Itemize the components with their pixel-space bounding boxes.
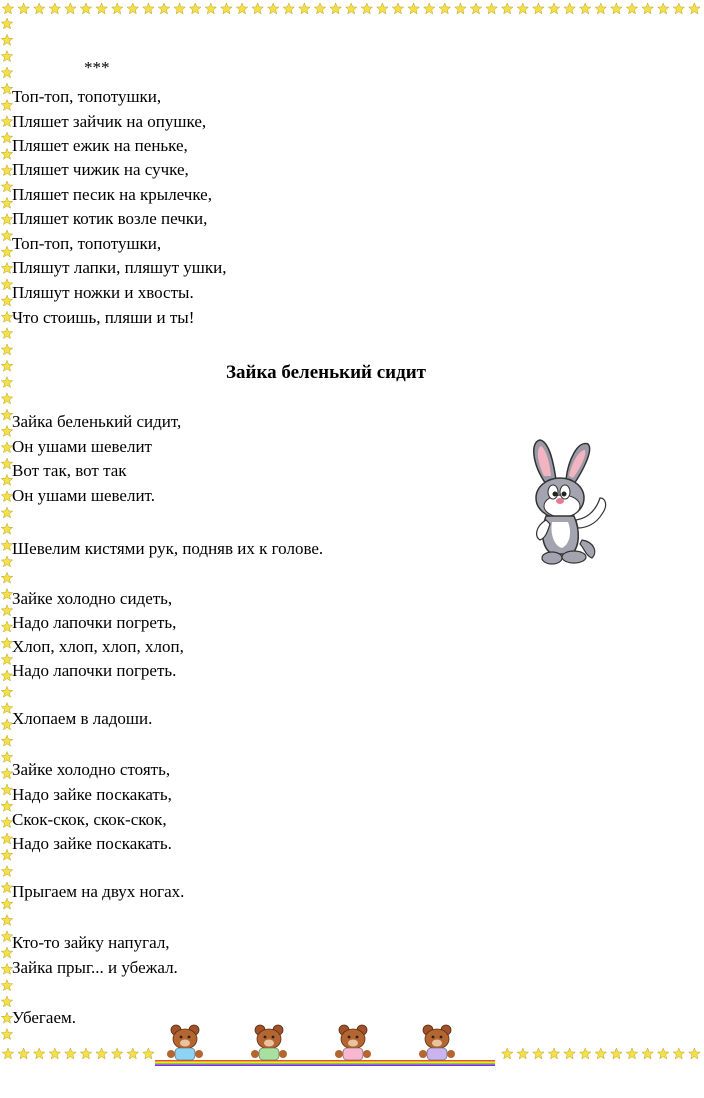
poem1-line: Пляшет чижик на сучке, [12,160,189,179]
teddy-bear-icon [419,1025,455,1060]
rainbow-stripe [155,1062,495,1063]
stanza1-line: Вот так, вот так [12,461,127,480]
poem2-title: Зайка беленький сидит [225,362,427,383]
teddy-bear-icon [335,1025,371,1060]
instruction: Прыгаем на двух ногах. [12,882,185,901]
separator: *** [84,58,110,77]
instruction: Хлопаем в ладоши. [12,709,153,728]
poem1-line: Пляшет зайчик на опушке, [12,112,207,131]
stanza3-line: Зайке холодно стоять, [12,760,171,779]
teddy-bear-icon [251,1025,287,1060]
stanza3-line: Надо зайке поскакать, [12,785,172,804]
stanza3-line: Надо зайке поскакать. [12,834,172,853]
stanza1-line: Зайка беленький сидит, [12,412,182,431]
stanza3-line: Скок-скок, скок-скок, [12,810,167,829]
poem1-line: Пляшет котик возле печки, [12,209,208,228]
poem1-line: Топ-топ, топотушки, [12,234,162,253]
poem1-line: Пляшут лапки, пляшут ушки, [12,258,227,277]
stanza2-line: Надо лапочки погреть. [12,661,177,680]
poem1-line: Пляшет ежик на пеньке, [12,136,188,155]
poem1-line: Топ-топ, топотушки, [12,87,162,106]
stanza1-line: Он ушами шевелит [12,437,152,456]
stanza2-line: Хлоп, хлоп, хлоп, хлоп, [12,637,184,656]
instruction: Шевелим кистями рук, подняв их к голове. [12,539,324,558]
rainbow-stripe [155,1063,495,1064]
rainbow-stripe [155,1065,495,1066]
poem1-line: Пляшут ножки и хвосты. [12,283,194,302]
stanza1-line: Он ушами шевелит. [12,486,155,505]
poem1-line: Что стоишь, пляши и ты! [12,308,195,327]
stanza4-line: Кто-то зайку напугал, [12,933,170,952]
rainbow-stripe [155,1064,495,1065]
stanza2-line: Зайке холодно сидеть, [12,589,173,608]
teddy-bears-illustration [155,1024,495,1068]
bunny-illustration [522,436,614,570]
stanza2-line: Надо лапочки погреть, [12,613,177,632]
stanza4-line: Зайка прыг... и убежал. [12,958,178,977]
instruction: Убегаем. [12,1008,77,1027]
teddy-bear-icon [167,1025,203,1060]
rainbow-stripe [155,1061,495,1062]
poem1-line: Пляшет песик на крылечке, [12,185,212,204]
